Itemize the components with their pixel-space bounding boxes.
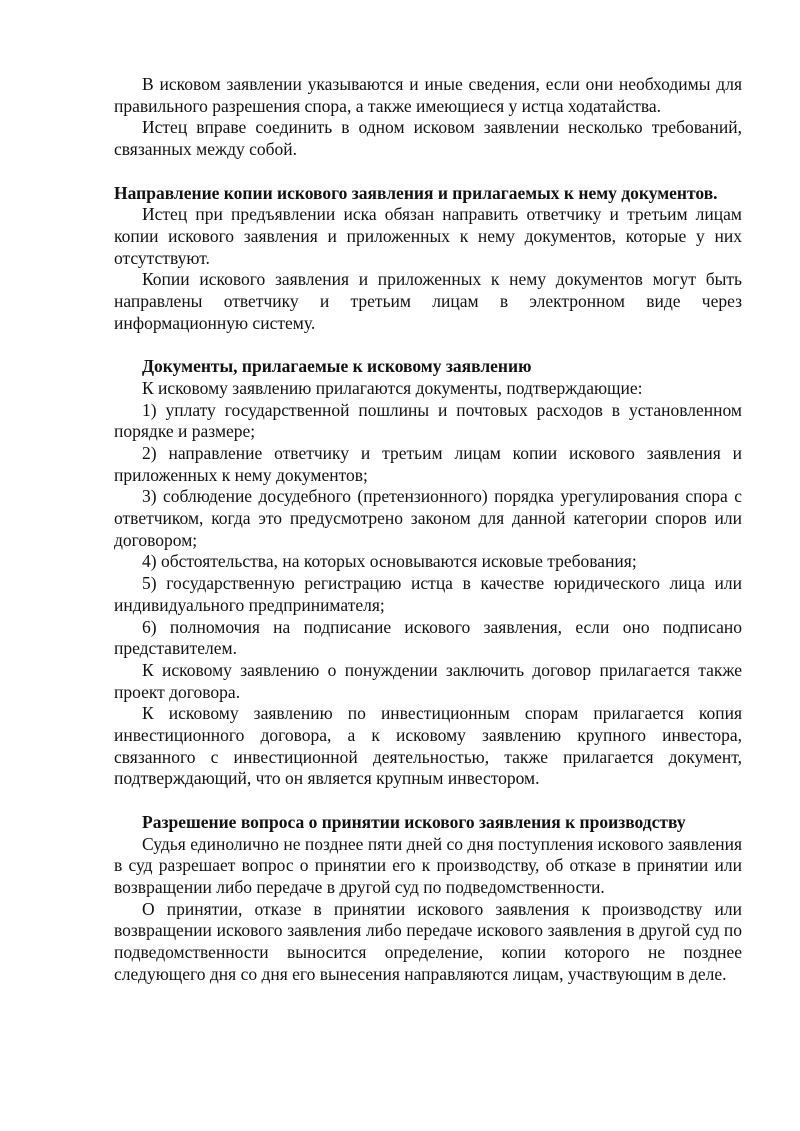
list-item: 5) государственную регистрацию истца в качестве юридического лица или индивидуального предпринимателя;	[114, 573, 742, 615]
spacer	[114, 334, 742, 356]
spacer	[114, 790, 742, 812]
list-item: 4) обстоятельства, на которых основываются исковые требования;	[142, 551, 637, 572]
paragraph-combine-claims: Истец вправе соединить в одном исковом заявлении несколько требований, связанных между собой.	[114, 117, 742, 160]
heading-acceptance: Разрешение вопроса о принятии искового заявления к производству	[142, 811, 686, 832]
paragraph-documents-lead: К исковому заявлению прилагаются документы, подтверждающие:	[142, 377, 643, 398]
list-item: 1) уплату государственной пошлины и почтовых расходов в установленном порядке и размере;	[114, 399, 742, 442]
paragraph-contract-draft: К исковому заявлению о понуждении заключить договор прилагается также проект договора.	[114, 659, 742, 702]
heading-attached-documents: Документы, прилагаемые к исковому заявлению	[142, 356, 532, 377]
heading-sending-copies: Направление копии искового заявления и прилагаемых к нему документов.	[114, 182, 718, 203]
list-item: 3) соблюдение досудебного (претензионного) порядка урегулирования спора с ответчиком, когда это предусмотрено законом для данной категории споров или договором;	[114, 486, 742, 550]
paragraph-investment-disputes: К исковому заявлению по инвестиционным спорам прилагается копия инвестиционного договора, а к исковому заявлению крупного инвестора, связанного с инвестиционной деятельностью, также прилагается документ, подтверждающий, что он является крупным инвестором.	[114, 703, 742, 789]
spacer	[114, 161, 742, 183]
paragraph-electronic-copies: Копии искового заявления и приложенных к нему документов могут быть направлены ответчику и третьим лицам в электронном виде через информационную систему.	[114, 269, 742, 333]
document-body	[114, 74, 742, 985]
paragraph-plaintiff-obligation: Истец при предъявлении иска обязан направить ответчику и третьим лицам копии искового заявления и приложенных к нему документов, которые у них отсутствуют.	[114, 204, 742, 268]
paragraph-judge-decision: Судья единолично не позднее пяти дней со дня поступления искового заявления в суд разрешает вопрос о принятии его к производству, об отказе в принятии или возвращении либо передаче в другой суд по подведомственности.	[114, 833, 742, 897]
paragraph-ruling: О принятии, отказе в принятии искового заявления к производству или возвращении искового заявления либо передаче искового заявления в другой суд по подведомственности выносится определение, копии которого не позднее следующего дня со дня его вынесения направляются лицам, участвующим в деле.	[114, 898, 742, 984]
list-item: 2) направление ответчику и третьим лицам копии искового заявления и приложенных к нему документов;	[114, 442, 742, 485]
paragraph-other-info: В исковом заявлении указываются и иные сведения, если они необходимы для правильного разрешения спора, а также имеющиеся у истца ходатайства.	[114, 74, 742, 116]
list-item: 6) полномочия на подписание искового заявления, если оно подписано представителем.	[114, 616, 742, 659]
